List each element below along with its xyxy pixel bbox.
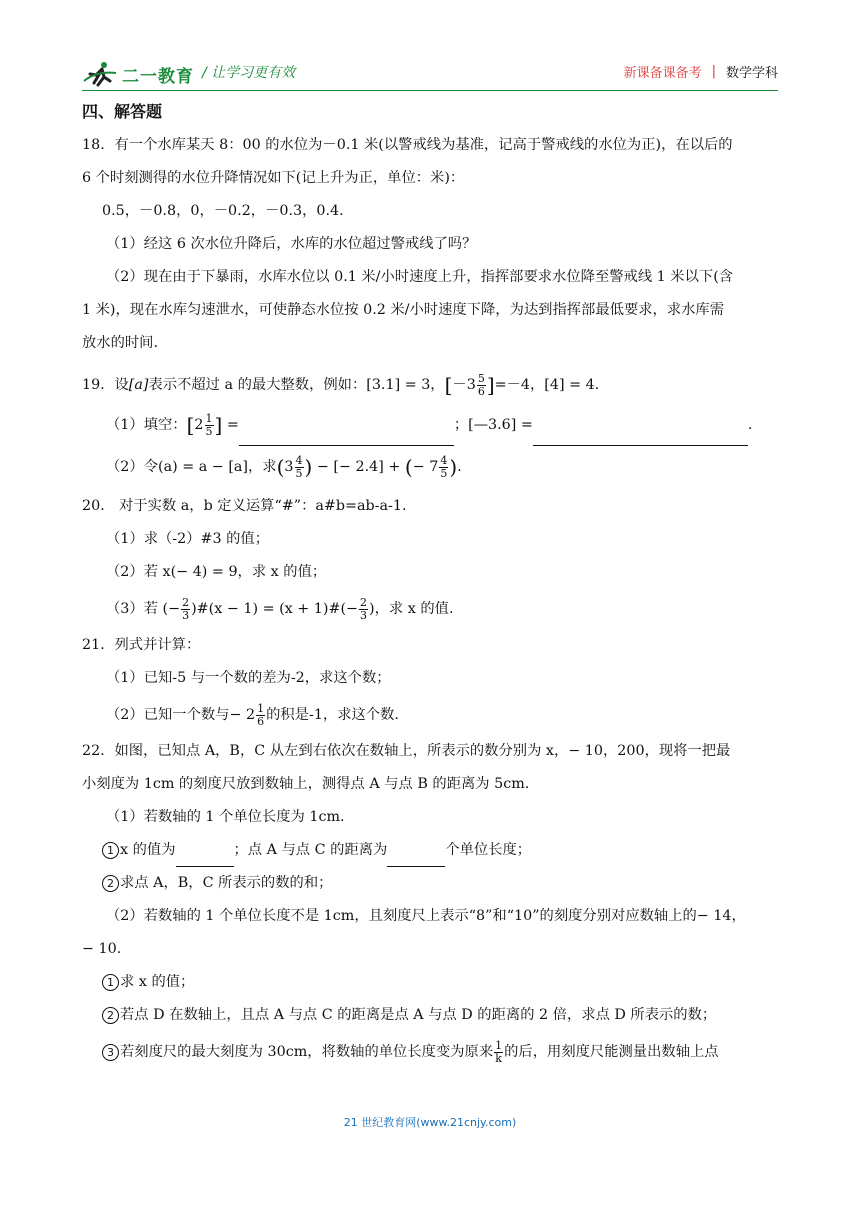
q22-sub: 2 若点 D 在数轴上，且点 A 与点 C 的距离是点 A 与点 D 的距离的 2 倍，求点 D 所表示的数； (82, 999, 778, 1032)
q18-line: 放水的时间. (82, 335, 159, 352)
answer-blank[interactable] (533, 431, 748, 446)
q19-part1: （1）填空：[2 $\frac{1}{5}$ ] = ；[—3.6] = . (82, 404, 778, 446)
math: [a] (128, 377, 149, 394)
fraction: $\frac{4}{5}$ (440, 454, 448, 480)
header-course: 新课备课备考 (623, 66, 702, 81)
page-header (82, 56, 778, 90)
q19-part2: （2）令(a) = a − [a]，求(3 $\frac{4}{5}$ ) − [− 2.4] + (− 7 $\frac{4}{5}$ ). (106, 454, 462, 480)
page-footer: 21 世纪教育网(www.21cnjy.com) (343, 1116, 517, 1129)
logo-text: 二一教育 (122, 66, 194, 87)
fraction: $\frac{2}{3}$ (182, 596, 190, 622)
q20-stem: 20． 对于实数 a，b 定义运算“#”：a#b=ab-a-1. (82, 498, 407, 515)
runner-logo-icon (82, 61, 118, 87)
answer-blank[interactable] (387, 852, 445, 867)
slogan: / 让学习更有效 (202, 65, 296, 81)
header-subject: 数学学科 (725, 66, 778, 81)
logo (82, 60, 194, 88)
q18-data: 0.5，－0.8，0，－0.2，－0.3，0.4． (102, 203, 354, 220)
q18-line: 1 米)，现在水库匀速泄水，可使静态水位按 0.2 米/小时速度下降，为达到指挥部最低要求，求水库需 (82, 302, 725, 319)
header-rule (82, 90, 778, 91)
q22-sub: 1 求 x 的值； (82, 966, 778, 999)
q22-part1: （1）若数轴的 1 个单位长度为 1cm. (106, 809, 345, 826)
question-18 (82, 129, 778, 360)
q20-part2: （2）若 x(− 4) = 9，求 x 的值； (106, 564, 327, 581)
text: 表示不超过 a 的最大整数，例如：[3.1] = 3， (148, 377, 445, 394)
q22-part2: （2）若数轴的 1 个单位长度不是 1cm，且刻度尺上表示“8”和“10”的刻度分别对应数轴上的− 14， (106, 908, 746, 925)
q18-line: 6 个时刻测得的水位升降情况如下(记上升为正，单位：米)： (82, 170, 465, 187)
q22-stem: 22．如图，已知点 A，B，C 从左到右依次在数轴上，所表示的数分别为 x，− 10，200，现将一把最 (82, 743, 731, 760)
q21-part2: （2）已知一个数与− 2 $\frac{1}{6}$ 的积是-1，求这个数. (106, 702, 399, 728)
section-title: 四、解答题 (82, 102, 163, 121)
fraction: $\frac{5}{6}$ (477, 372, 485, 398)
document-body (82, 100, 778, 1072)
answer-blank[interactable] (176, 852, 234, 867)
header-separator: | (711, 64, 716, 79)
q20-part1: （1）求（-2）#3 的值； (106, 531, 270, 548)
fraction: $\frac{4}{5}$ (295, 454, 303, 480)
fraction: $\frac{1}{6}$ (257, 702, 265, 728)
q22-line: − 10. (82, 941, 122, 958)
q22-sub: 2 求点 A，B，C 所表示的数的和； (82, 867, 778, 900)
fraction: $\frac{2}{3}$ (360, 596, 368, 622)
q22-sub: 3 若刻度尺的最大刻度为 30cm，将数轴的单位长度变为原来 $\frac{1}{k}$ 的后，用刻度尺能测量出数轴上点 (82, 1032, 778, 1072)
text: －3 (452, 377, 476, 394)
question-20 (82, 490, 778, 629)
q22-sub: 1 x 的值为 ；点 A 与点 C 的距离为 个单位长度； (82, 834, 778, 867)
q20-part3: （3）若 (− $\frac{2}{3}$ )#(x − 1) = (x + 1)#(− $\frac{2}{3}$ )，求 x 的值. (106, 596, 454, 622)
q21-stem: 21．列式并计算： (82, 637, 201, 654)
fraction: $\frac{1}{k}$ (495, 1039, 503, 1065)
text: =－4，[4] = 4． (494, 377, 610, 394)
header-right (624, 62, 778, 81)
q18-line: 18．有一个水库某天 8：00 的水位为－0.1 米(以警戒线为基准，记高于警戒线的水位为正)，在以后的 (82, 137, 733, 154)
q21-part1: （1）已知-5 与一个数的差为-2，求这个数； (106, 670, 391, 687)
q22-stem: 小刻度为 1cm 的刻度尺放到数轴上，测得点 A 与点 B 的距离为 5cm. (82, 776, 530, 793)
question-19 (82, 366, 778, 488)
fraction: $\frac{1}{5}$ (205, 412, 213, 438)
text: 19．设 (82, 377, 129, 394)
question-22 (82, 735, 778, 1072)
q18-part2: （2）现在由于下暴雨，水库水位以 0.1 米/小时速度上升，指挥部要求水位降至警戒线 1 米以下(含 (106, 269, 734, 286)
q19-stem: 19．设[a]表示不超过 a 的最大整数，例如：[3.1] = 3，[－3 $\frac{5}{6}$ ]=－4，[4] = 4． (82, 372, 610, 398)
text: （1）填空： (106, 417, 187, 434)
question-21 (82, 629, 778, 735)
answer-blank[interactable] (239, 431, 454, 446)
q18-part1: （1）经这 6 次水位升降后，水库的水位超过警戒线了吗？ (106, 236, 477, 253)
